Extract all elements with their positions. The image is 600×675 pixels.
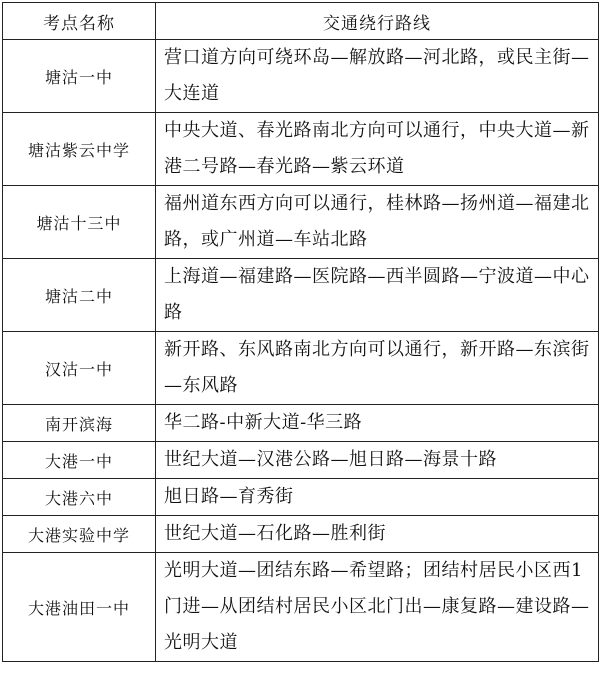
detour-route: 新开路、东风路南北方向可以通行，新开路—东滨街—东风路 (156, 332, 599, 405)
site-name: 塘沽十三中 (3, 186, 156, 259)
detour-route: 中央大道、春光路南北方向可以通行，中央大道—新港二号路—春光路—紫云环道 (156, 113, 599, 186)
site-name: 大港六中 (3, 479, 156, 516)
site-name: 大港实验中学 (3, 516, 156, 553)
traffic-detour-table (2, 2, 599, 662)
table-row (3, 186, 599, 259)
detour-route: 旭日路—育秀街 (156, 479, 599, 516)
header-site-name: 考点名称 (3, 3, 156, 40)
table-row (3, 516, 599, 553)
site-name: 塘沽紫云中学 (3, 113, 156, 186)
site-name: 南开滨海 (3, 405, 156, 442)
detour-route: 营口道方向可绕环岛—解放路—河北路，或民主街—大连道 (156, 40, 599, 113)
header-detour-route: 交通绕行路线 (156, 3, 599, 40)
site-name: 汉沽一中 (3, 332, 156, 405)
table-header-row (3, 3, 599, 40)
detour-route: 福州道东西方向可以通行，桂林路—扬州道—福建北路，或广州道—车站北路 (156, 186, 599, 259)
site-name: 塘沽一中 (3, 40, 156, 113)
detour-route: 光明大道—团结东路—希望路；团结村居民小区西1门进—从团结村居民小区北门出—康复路—建设路—光明大道 (156, 553, 599, 662)
site-name: 塘沽二中 (3, 259, 156, 332)
detour-route: 世纪大道—石化路—胜利街 (156, 516, 599, 553)
detour-route: 上海道—福建路—医院路—西半圆路—宁波道—中心路 (156, 259, 599, 332)
site-name: 大港油田一中 (3, 553, 156, 662)
table-row (3, 405, 599, 442)
table-row (3, 113, 599, 186)
detour-route: 世纪大道—汉港公路—旭日路—海景十路 (156, 442, 599, 479)
detour-route: 华二路-中新大道-华三路 (156, 405, 599, 442)
table-row (3, 479, 599, 516)
table-row (3, 40, 599, 113)
site-name: 大港一中 (3, 442, 156, 479)
table-row (3, 259, 599, 332)
table-row (3, 442, 599, 479)
table-row (3, 553, 599, 662)
table-row (3, 332, 599, 405)
